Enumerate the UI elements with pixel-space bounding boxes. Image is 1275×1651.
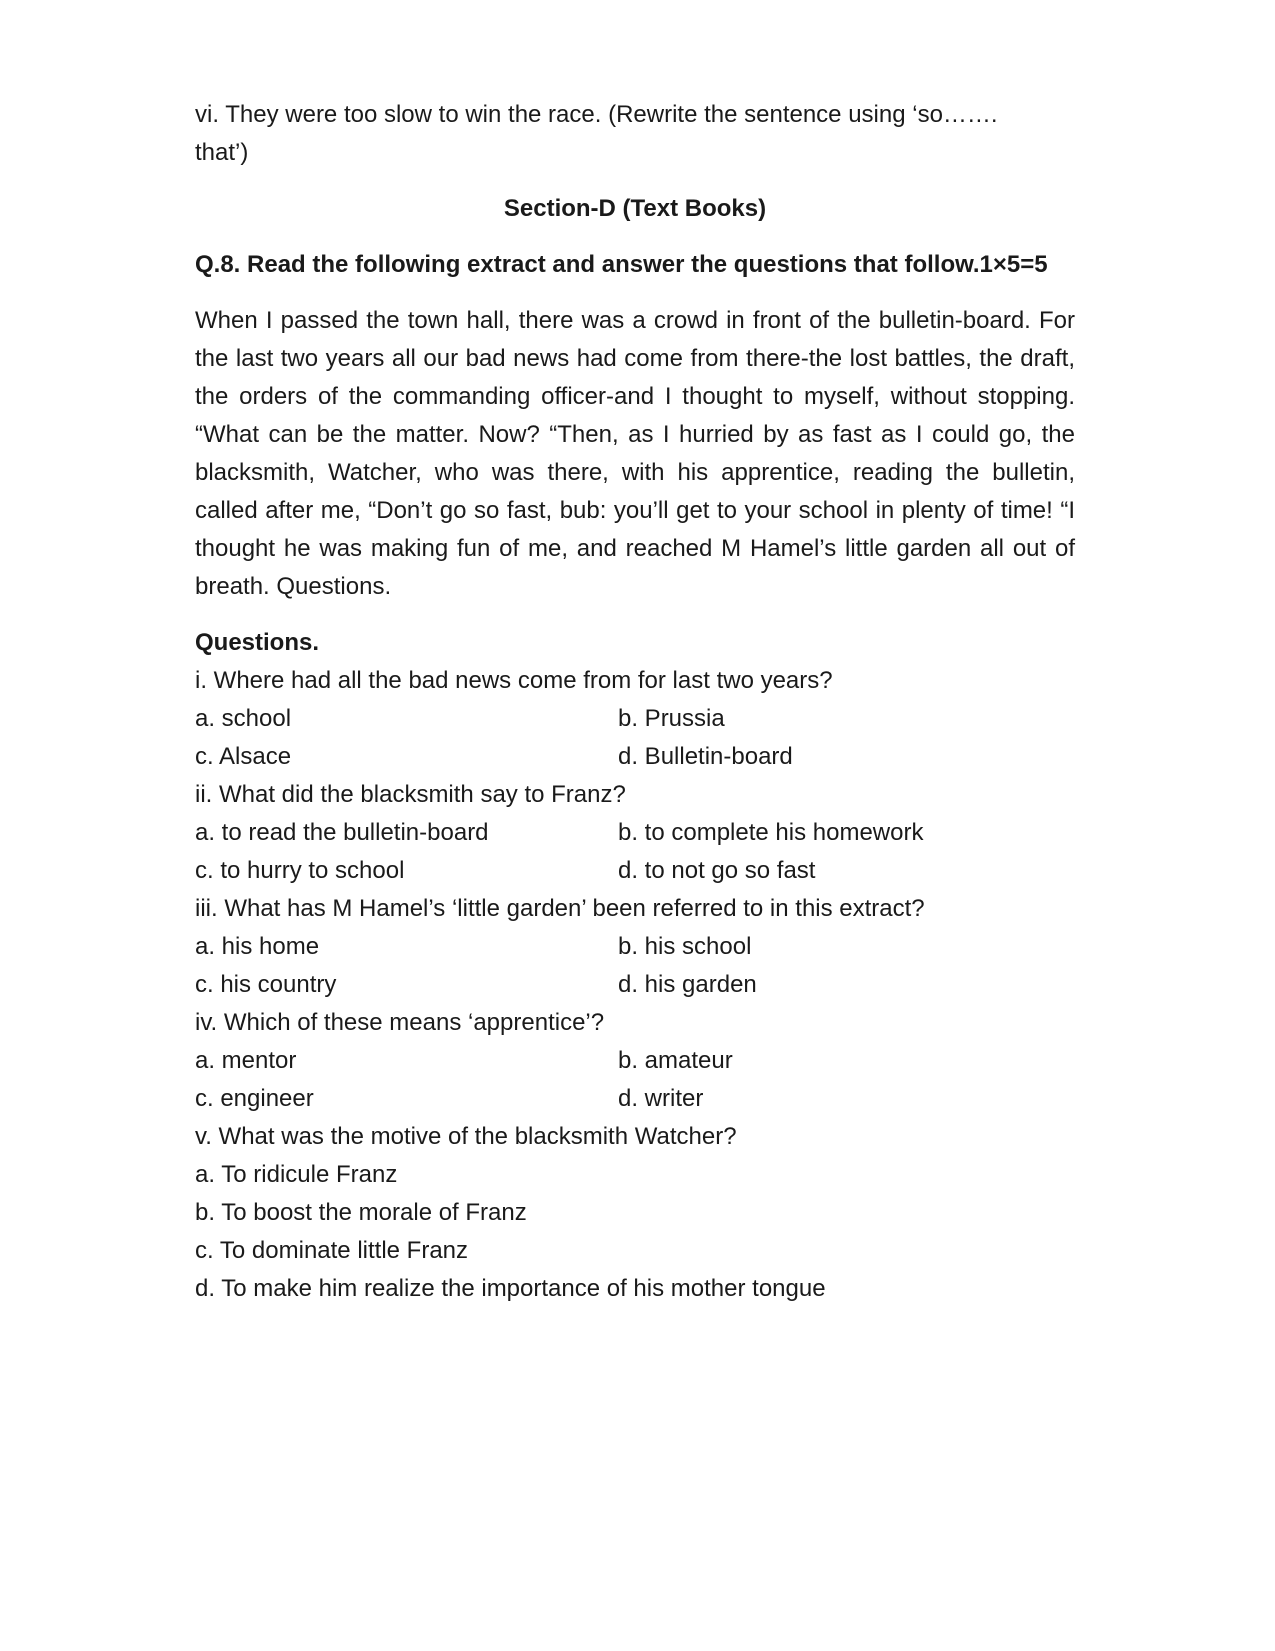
option-c: c. engineer: [195, 1085, 314, 1112]
option-b: b. To boost the morale of Franz: [195, 1199, 527, 1226]
option-b: b. his school: [618, 933, 752, 960]
previous-question-line-1: vi. They were too slow to win the race. (Rewrite the sentence using ‘so…….: [195, 101, 998, 128]
question-5: [195, 1118, 1075, 1308]
option-d: d. to not go so fast: [618, 857, 816, 884]
extract-passage: When I passed the town hall, there was a crowd in front of the bulletin-board. For the last two years all our bad news had come from there-the lost battles, the draft, the orders of the commanding officer-and I thought to myself, without stopping. “What can be the matter. Now? “Then, as I hurried by as fast as I could go, the blacksmith, Watcher, who was there, with his apprentice, reading the bulletin, called after me, “Don’t go so fast, bub: you’ll get to your school in plenty of time! “I thought he was making fun of me, and reached M Hamel’s little garden all out of breath. Questions.: [195, 307, 1075, 600]
question-heading: Q.8. Read the following extract and answer the questions that follow.1×5=5: [195, 251, 1048, 278]
option-a: a. mentor: [195, 1047, 297, 1074]
option-d: d. Bulletin-board: [618, 743, 793, 770]
options-row: [195, 814, 1075, 852]
question-text: ii. What did the blacksmith say to Franz?: [195, 781, 626, 808]
option-c: c. his country: [195, 971, 337, 998]
options-row: [195, 852, 1075, 890]
option-d: d. his garden: [618, 971, 757, 998]
question-4: [195, 1004, 1075, 1118]
exam-page: [195, 96, 1075, 1308]
question-2: [195, 776, 1075, 890]
option-b: b. Prussia: [618, 705, 725, 732]
option-c: c. To dominate little Franz: [195, 1237, 469, 1264]
question-3: [195, 890, 1075, 1004]
previous-question: [195, 96, 1075, 172]
option-a: a. his home: [195, 933, 320, 960]
option-b: b. to complete his homework: [618, 819, 924, 846]
options-row: [195, 1042, 1075, 1080]
previous-question-line-2: that’): [195, 139, 249, 166]
options-row: [195, 700, 1075, 738]
option-a: a. school: [195, 705, 292, 732]
options-row: [195, 928, 1075, 966]
question-text: iv. Which of these means ‘apprentice’?: [195, 1009, 605, 1036]
option-d: d. writer: [618, 1085, 704, 1112]
options-row: [195, 1080, 1075, 1118]
section-title: Section-D (Text Books): [503, 195, 767, 222]
option-a: a. To ridicule Franz: [195, 1161, 398, 1188]
questions-heading: Questions.: [195, 629, 320, 656]
question-text: v. What was the motive of the blacksmith Watcher?: [195, 1123, 737, 1150]
option-c: c. Alsace: [195, 743, 292, 770]
options-row: [195, 738, 1075, 776]
option-a: a. to read the bulletin-board: [195, 819, 489, 846]
option-b: b. amateur: [618, 1047, 733, 1074]
option-c: c. to hurry to school: [195, 857, 405, 884]
question-text: i. Where had all the bad news come from for last two years?: [195, 667, 833, 694]
options-row: [195, 966, 1075, 1004]
question-text: iii. What has M Hamel’s ‘little garden’ been referred to in this extract?: [195, 895, 925, 922]
question-1: [195, 662, 1075, 776]
option-d: d. To make him realize the importance of his mother tongue: [195, 1275, 826, 1302]
